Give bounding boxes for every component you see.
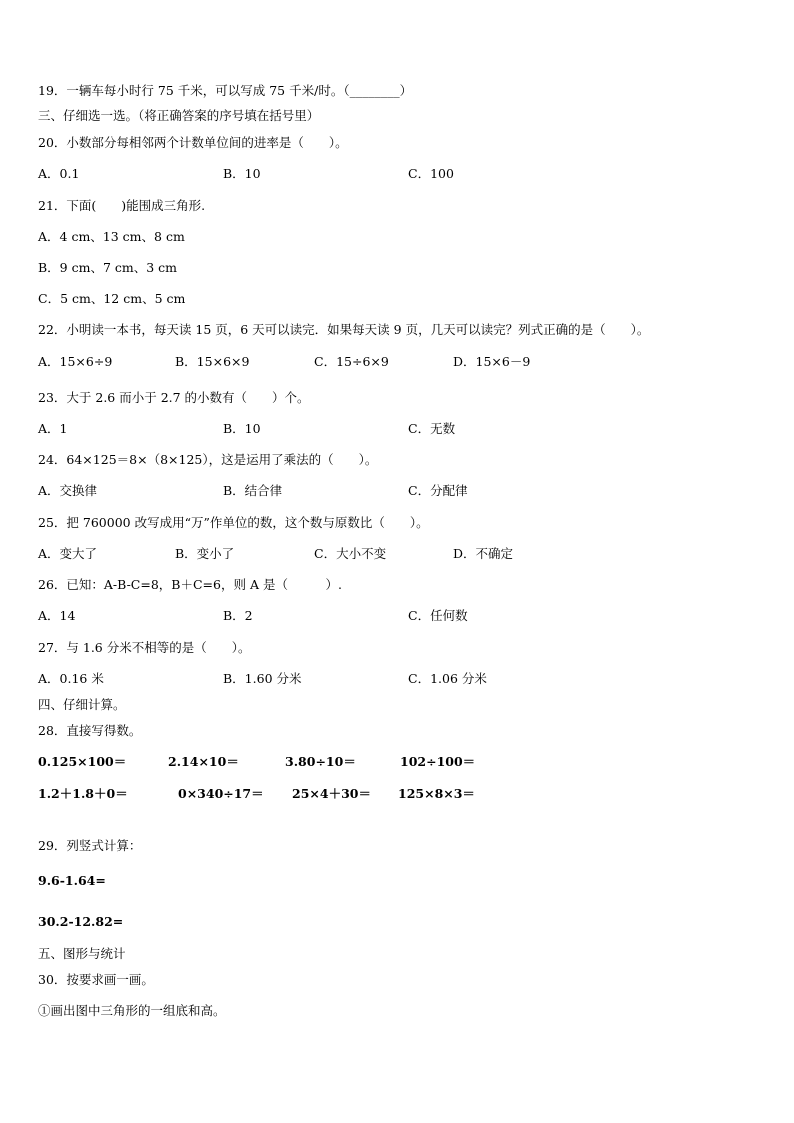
q25-option-c: C．大小不变 [314,546,387,561]
q22-option-c: C．15÷6×9 [314,354,389,369]
q26-option-b: B．2 [223,608,253,623]
q23-option-b: B．10 [223,421,261,436]
q21-option-c: C．5 cm、12 cm、5 cm [38,291,186,306]
q26-option-a: A．14 [38,608,76,623]
vertical-calc-1: 9.6-1.64= [38,873,106,888]
calc-8: 125×8×3＝ [398,786,475,801]
calc-7: 25×4＋30＝ [292,786,371,801]
q23-option-a: A．1 [38,421,68,436]
q27-option-b: B．1.60 分米 [223,671,302,686]
q25-option-b: B．变小了 [175,546,235,561]
q22-option-a: A．15×6÷9 [38,354,113,369]
question-25: 25．把 760000 改写成用“万”作单位的数，这个数与原数比（ ）。 [38,515,429,530]
q25-option-a: A．变大了 [38,546,98,561]
q20-option-b: B．10 [223,166,261,181]
question-28: 28．直接写得数。 [38,723,142,738]
q21-option-b: B．9 cm、7 cm、3 cm [38,260,178,275]
question-22: 22．小明读一本书，每天读 15 页，6 天可以读完．如果每天读 9 页，几天可以读完？列式正确的是（ ）。 [38,322,650,337]
q24-option-c: C．分配律 [408,483,468,498]
q21-option-a: A．4 cm、13 cm、8 cm [38,229,185,244]
question-26: 26．已知：A-B-C=8，B＋C=6，则 A 是（ ）. [38,577,342,592]
calc-5: 1.2＋1.8＋0＝ [38,786,128,801]
calc-4: 102÷100＝ [400,754,476,769]
q24-option-a: A．交换律 [38,483,98,498]
q20-option-a: A．0.1 [38,166,80,181]
question-27: 27．与 1.6 分米不相等的是（ ）。 [38,640,251,655]
question-19: 19．一辆车每小时行 75 千米，可以写成 75 千米/时。（________） [38,83,413,98]
vertical-calc-2: 30.2-12.82= [38,914,124,929]
section-3-heading: 三、仔细选一选。（将正确答案的序号填在括号里） [38,108,320,123]
q24-option-b: B．结合律 [223,483,283,498]
calc-3: 3.80÷10＝ [285,754,356,769]
calc-1: 0.125×100＝ [38,754,127,769]
section-5-heading: 五、图形与统计 [38,946,126,961]
question-29: 29．列竖式计算： [38,838,142,853]
q27-option-a: A．0.16 米 [38,671,104,686]
question-23: 23．大于 2.6 而小于 2.7 的小数有（ ）个。 [38,390,310,405]
question-30-part-1: ①画出图中三角形的一组底和高。 [38,1003,226,1018]
q23-option-c: C．无数 [408,421,456,436]
section-4-heading: 四、仔细计算。 [38,697,126,712]
question-20: 20．小数部分每相邻两个计数单位间的进率是（ ）。 [38,135,348,150]
q25-option-d: D．不确定 [453,546,514,561]
q20-option-c: C．100 [408,166,454,181]
calc-6: 0×340÷17＝ [178,786,264,801]
q27-option-c: C．1.06 分米 [408,671,487,686]
calc-2: 2.14×10＝ [168,754,239,769]
q22-option-d: D．15×6－9 [453,354,531,369]
q22-option-b: B．15×6×9 [175,354,250,369]
question-30: 30．按要求画一画。 [38,972,154,987]
question-21: 21．下面( )能围成三角形. [38,198,206,213]
q26-option-c: C．任何数 [408,608,468,623]
question-24: 24．64×125＝8×（8×125），这是运用了乘法的（ ）。 [38,452,378,467]
